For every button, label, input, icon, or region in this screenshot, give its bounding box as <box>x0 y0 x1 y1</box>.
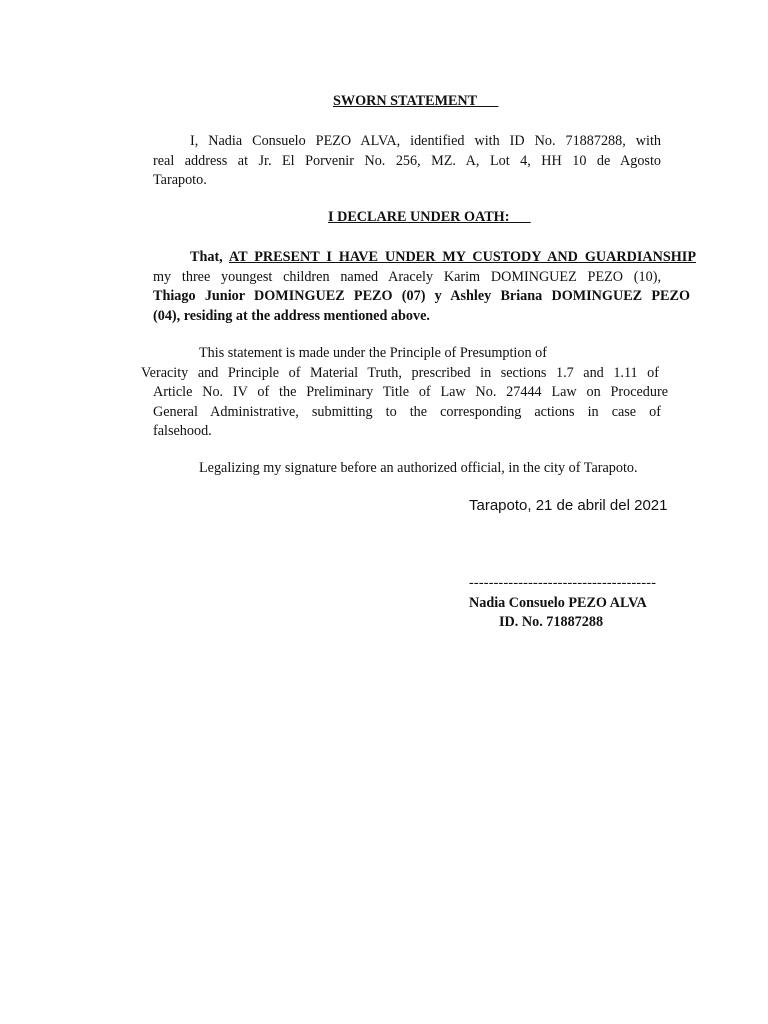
custody-lead: That, <box>190 249 223 265</box>
date-line: Tarapoto, 21 de abril del 2021 <box>469 497 668 514</box>
paragraph-line: my three youngest children named Aracely Karim DOMINGUEZ PEZO (10), <box>153 268 661 285</box>
paragraph-line: Thiago Junior DOMINGUEZ PEZO (07) y Ashley Briana DOMINGUEZ PEZO <box>153 288 690 304</box>
paragraph-line: real address at Jr. El Porvenir No. 256, MZ. A, Lot 4, HH 10 de Agosto <box>153 152 661 169</box>
oath-heading: I DECLARE UNDER OATH: <box>328 209 510 225</box>
paragraph-line <box>153 248 696 268</box>
paragraph-line: General Administrative, submitting to the corresponding actions in case of <box>153 403 661 420</box>
custody-paragraph <box>153 248 696 326</box>
legal-basis-paragraph <box>141 344 668 442</box>
signatory-name: Nadia Consuelo PEZO ALVA <box>469 595 647 611</box>
signatory-id: ID. No. 71887288 <box>499 614 604 630</box>
paragraph-line: Article No. IV of the Preliminary Title of Law No. 27444 Law on Procedure <box>153 384 668 400</box>
paragraph-line: This statement is made under the Principle of Presumption of <box>199 345 547 361</box>
custody-declaration: AT PRESENT I HAVE UNDER MY CUSTODY AND GUARDIANSHIP <box>228 249 696 265</box>
paragraph-line: Legalizing my signature before an authorized official, in the city of Tarapoto. <box>199 460 638 476</box>
paragraph-line: falsehood. <box>153 423 212 439</box>
paragraph-line: Veracity and Principle of Material Truth, prescribed in sections 1.7 and 1.11 of <box>141 364 659 381</box>
identity-paragraph <box>153 132 661 191</box>
signature-line: -------------------------------------- <box>469 575 657 591</box>
legalization-paragraph <box>153 459 658 479</box>
paragraph-line: Tarapoto. <box>153 172 207 188</box>
paragraph-line: (04), residing at the address mentioned above. <box>153 307 430 324</box>
paragraph-line: I, Nadia Consuelo PEZO ALVA, identified with ID No. 71887288, with <box>190 133 661 149</box>
document-title: SWORN STATEMENT <box>333 93 478 109</box>
